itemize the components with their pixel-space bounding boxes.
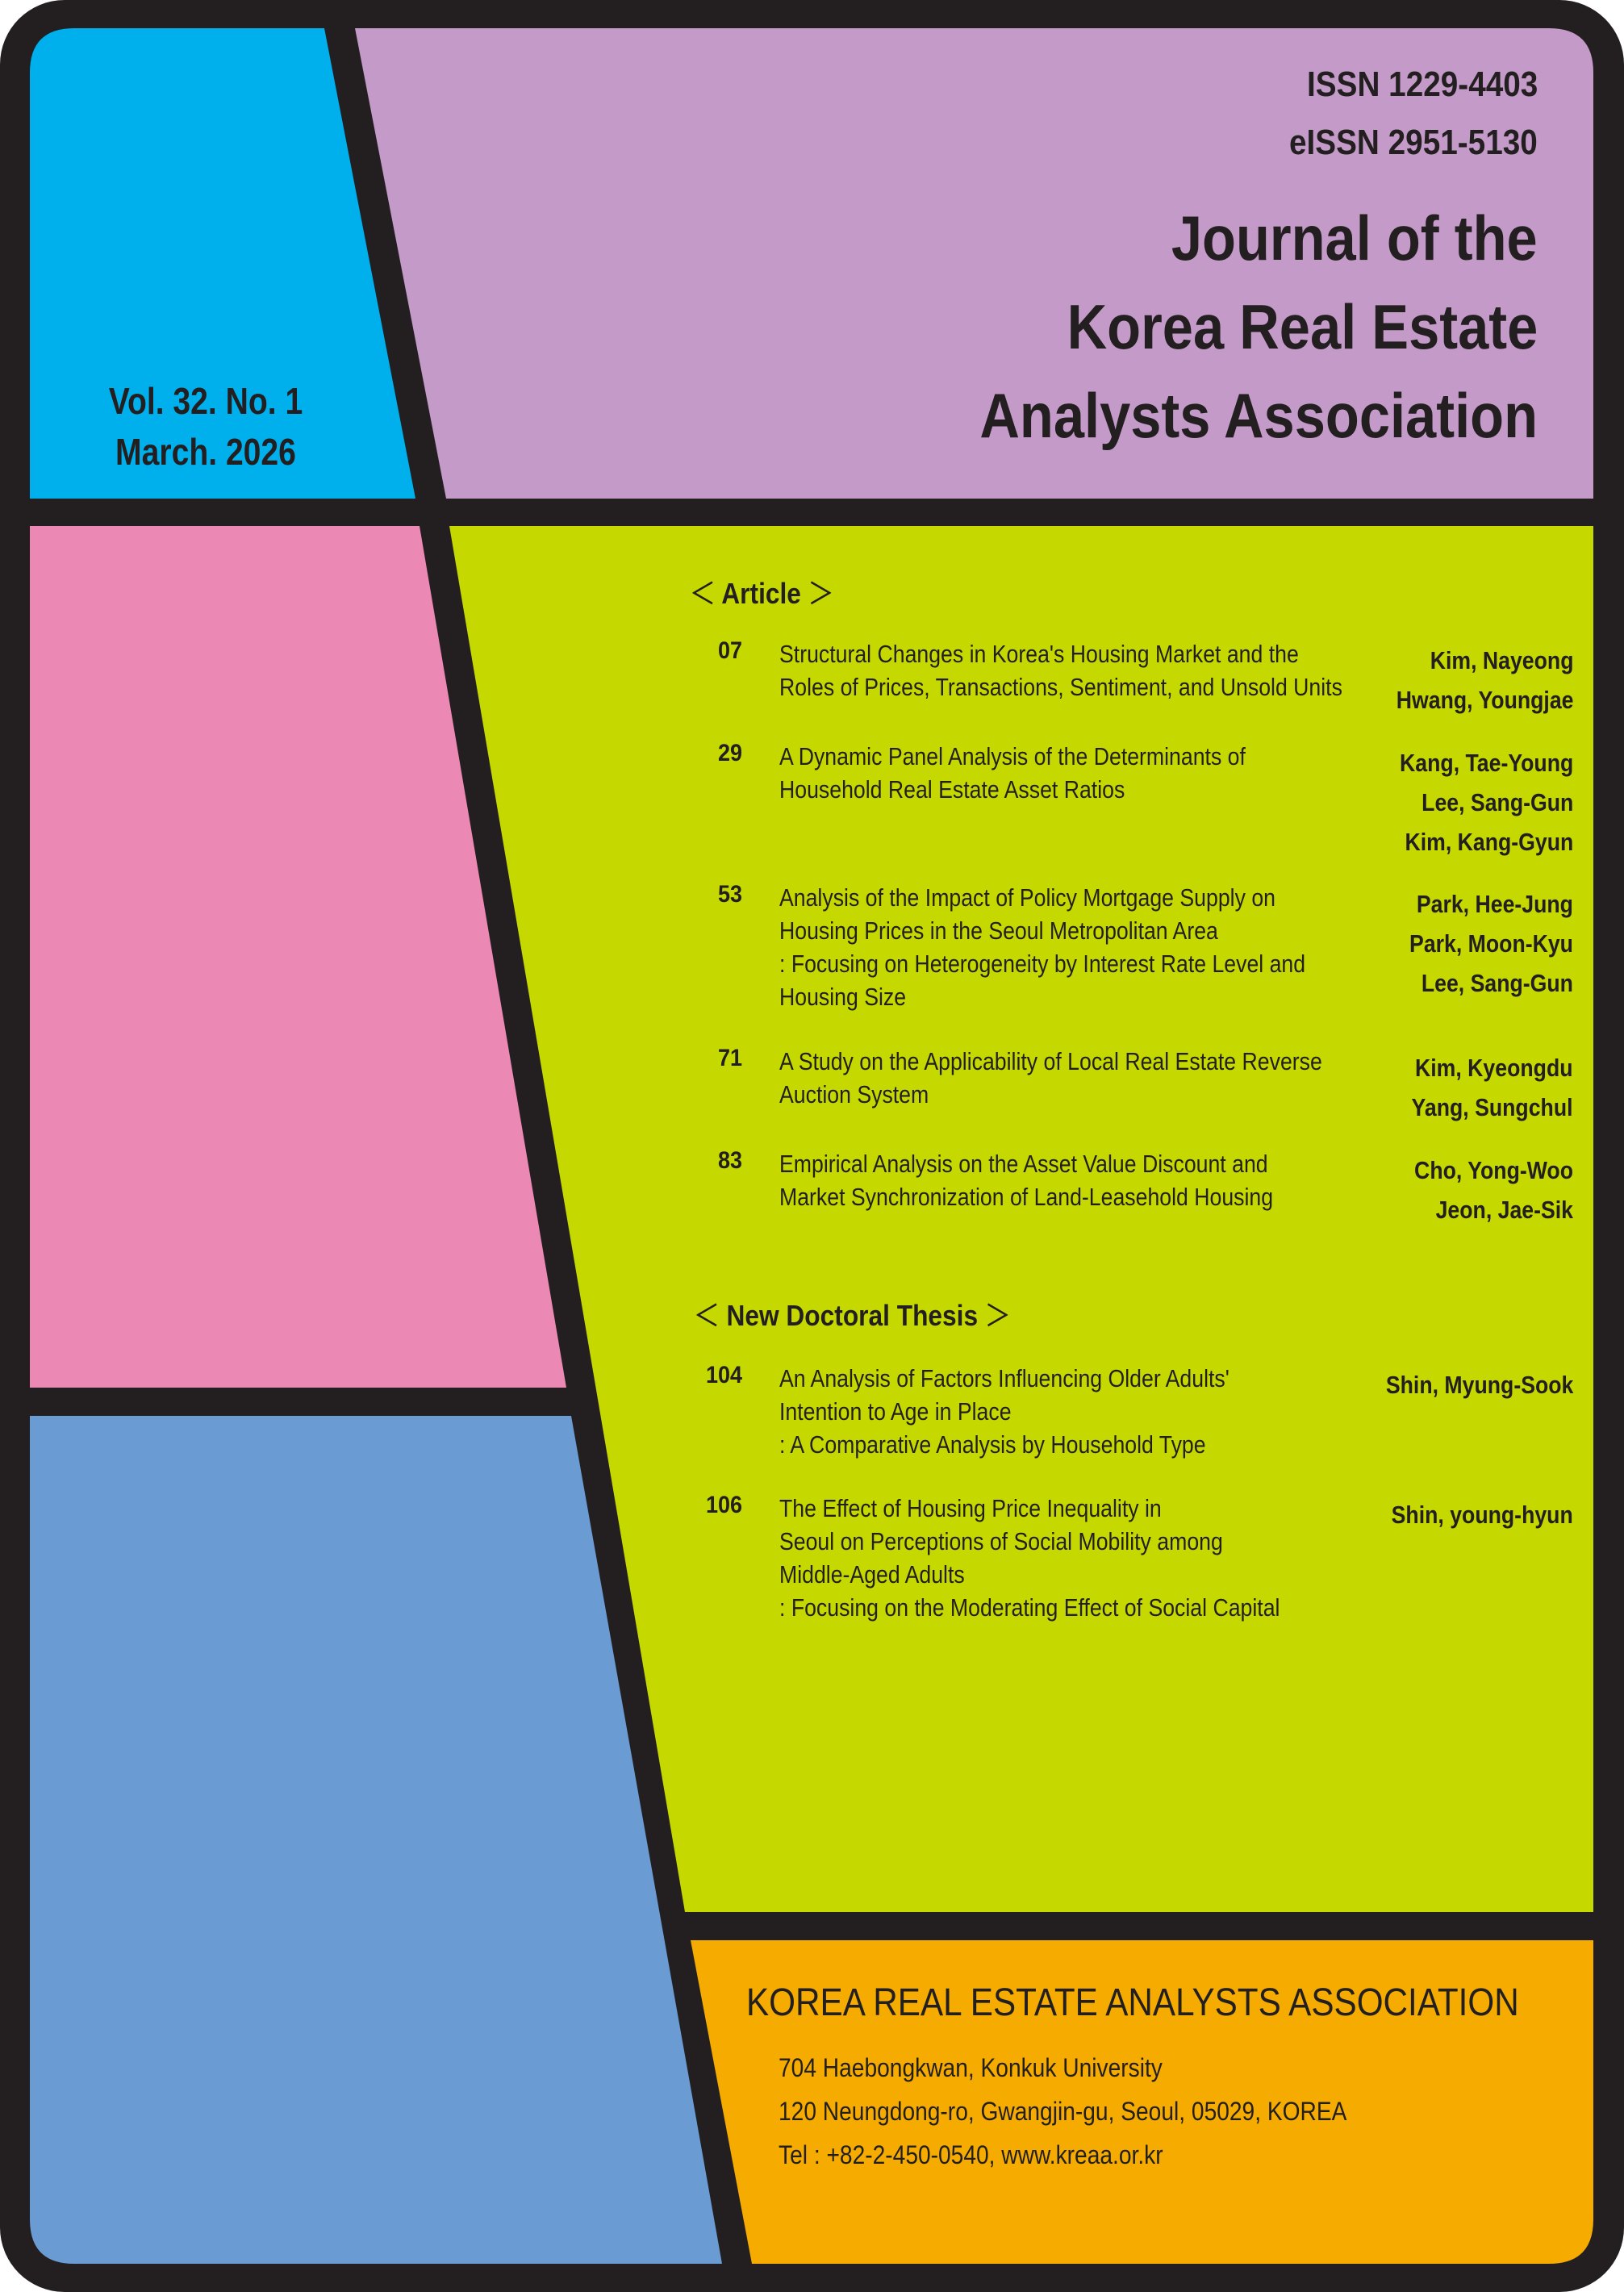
issn: ISSN 1229-4403: [1306, 65, 1538, 104]
toc-article-title: A Study on the Applicability of Local Real Estate Reverse Auction System: [779, 1047, 1322, 1108]
toc-article-title: An Analysis of Factors Influencing Older Adults' Intention to Age in Place : A Comparative Analysis by Household Type: [779, 1364, 1229, 1459]
toc-page-number: 71: [717, 1045, 742, 1071]
article-section-heading: ＜ Article ＞: [690, 577, 834, 610]
publisher-name: KOREA REAL ESTATE ANALYSTS ASSOCIATION: [746, 1981, 1519, 2024]
toc-page-number: 07: [717, 637, 742, 664]
toc-article-title: A Dynamic Panel Analysis of the Determinants of Household Real Estate Asset Ratios: [779, 742, 1246, 804]
toc-article-title: The Effect of Housing Price Inequality in Seoul on Perceptions of Social Mobility among Middle-Aged Adults : Focusing on the Moderating Effect of Social Capital: [779, 1494, 1280, 1622]
toc-authors: Shin, Myung-Sook: [1385, 1371, 1573, 1399]
publisher-address-line-2: 120 Neungdong-ro, Gwangjin-gu, Seoul, 05029, KOREA: [779, 2097, 1347, 2126]
toc-entry[interactable]: [702, 1492, 1573, 1622]
toc-page-number: 53: [717, 881, 742, 908]
toc-authors: Cho, Yong-Woo Jeon, Jae-Sik: [1414, 1156, 1573, 1224]
volume-number: Vol. 32. No. 1: [108, 380, 303, 422]
toc-page-number: 83: [717, 1147, 742, 1174]
journal-title-line-1: Journal of the: [1171, 202, 1538, 273]
eissn: eISSN 2951-5130: [1289, 123, 1538, 162]
toc-authors: Shin, young-hyun: [1391, 1501, 1573, 1529]
toc-page-number: 104: [706, 1362, 743, 1388]
publisher-contact: Tel : +82-2-450-0540, www.kreaa.or.kr: [779, 2140, 1163, 2169]
publisher-address-line-1: 704 Haebongkwan, Konkuk University: [779, 2053, 1163, 2082]
thesis-section-heading: ＜ New Doctoral Thesis ＞: [694, 1299, 1011, 1332]
toc-entry[interactable]: [702, 740, 1573, 856]
toc-article-title: Structural Changes in Korea's Housing Market and the Roles of Prices, Transactions, Sentiment, and Unsold Units: [779, 640, 1342, 701]
toc-authors: Park, Hee-Jung Park, Moon-Kyu Lee, Sang-Gun: [1409, 890, 1573, 997]
journal-title-line-3: Analysts Association: [979, 380, 1538, 451]
toc-entry[interactable]: [702, 1147, 1573, 1244]
toc-entry[interactable]: [702, 1045, 1573, 1142]
toc-page-number: 29: [717, 740, 742, 766]
toc-article-title: Analysis of the Impact of Policy Mortgage Supply on Housing Prices in the Seoul Metropolitan Area : Focusing on Heterogeneity by Interest Rate Level and Housing Size: [779, 883, 1306, 1011]
toc-page-number: 106: [706, 1492, 743, 1518]
toc-entry[interactable]: [702, 1362, 1573, 1459]
toc-authors: Kim, Kyeongdu Yang, Sungchul: [1412, 1054, 1573, 1121]
toc-entry[interactable]: [702, 881, 1573, 1011]
toc-article-title: Empirical Analysis on the Asset Value Discount and Market Synchronization of Land-Leasehold Housing: [779, 1150, 1274, 1211]
toc-authors: Kang, Tae-Young Lee, Sang-Gun Kim, Kang-Gyun: [1399, 749, 1573, 856]
journal-title-line-2: Korea Real Estate: [1067, 291, 1538, 362]
toc-authors: Kim, Nayeong Hwang, Youngjae: [1396, 646, 1573, 714]
toc-entry[interactable]: [702, 637, 1573, 734]
issue-date: March. 2026: [115, 431, 296, 473]
